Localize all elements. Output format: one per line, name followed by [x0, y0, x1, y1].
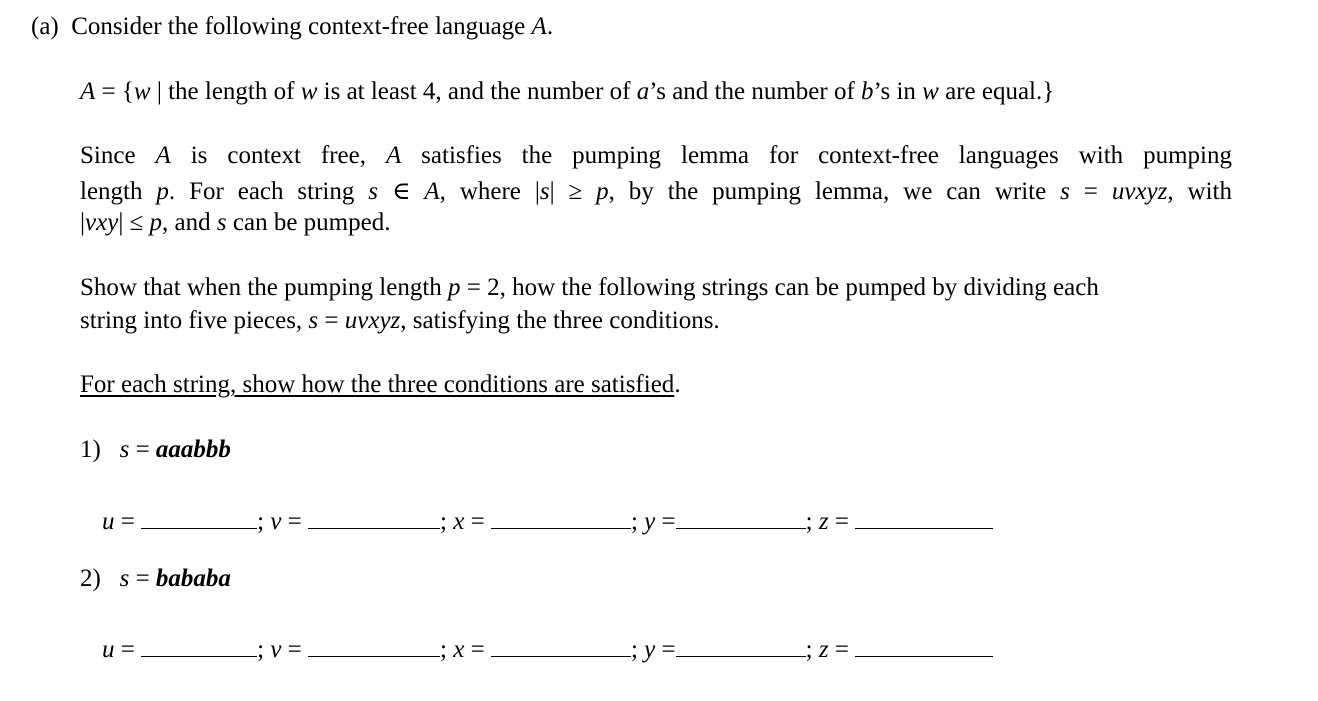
instruction: For each string, show how the three conditions are satisfied.	[80, 371, 681, 398]
s-label: s	[119, 436, 130, 463]
item-string: bababa	[155, 565, 231, 592]
v-answer-blank[interactable]	[308, 634, 440, 657]
x-answer-blank[interactable]	[491, 506, 631, 529]
def-w3: w	[922, 78, 939, 105]
v-answer-blank[interactable]	[308, 506, 440, 529]
item-number: 1)	[80, 436, 101, 463]
def-eq: = {	[95, 78, 134, 105]
y-answer-blank[interactable]	[676, 506, 806, 529]
def-mid4: ’s in	[873, 78, 923, 105]
item-2-answer-row: u = ; v = ; x = ; y = ; z =	[102, 634, 993, 664]
def-w2: w	[300, 78, 318, 105]
item-number: 2)	[80, 565, 101, 592]
def-w: w	[133, 78, 151, 105]
def-tail: are equal.}	[938, 78, 1055, 105]
z-answer-blank[interactable]	[855, 634, 993, 657]
para2-line1: Show that when the pumping length p = 2, how the following strings can be pumped by dividing each	[80, 274, 1099, 301]
u-answer-blank[interactable]	[141, 634, 257, 657]
question-label: (a)	[31, 13, 59, 40]
instruction-text: For each string, show how the three conditions are satisfied	[80, 371, 675, 398]
para1-line3: |vxy| ≤ p, and s can be pumped.	[80, 209, 391, 236]
item-1-header: 1) s = aaabbb	[80, 436, 231, 463]
intro-text: Consider the following context-free language	[71, 13, 526, 40]
z-answer-blank[interactable]	[855, 506, 993, 529]
def-lhs: A	[80, 78, 96, 105]
def-mid1: | the length of	[150, 78, 301, 105]
x-answer-blank[interactable]	[491, 634, 631, 657]
para2-line2: string into five pieces, s = uvxyz, satisfying the three conditions.	[80, 307, 720, 334]
def-mid2: is at least 4, and the number of	[317, 78, 637, 105]
def-a: a	[636, 78, 650, 105]
language-var: A	[531, 13, 547, 40]
y-answer-blank[interactable]	[676, 634, 806, 657]
u-answer-blank[interactable]	[141, 506, 257, 529]
def-b: b	[861, 78, 874, 105]
s-label: s	[119, 565, 130, 592]
para1-line1: Since A is context free, A satisfies the pumping lemma for context-free languages with pumping	[80, 142, 1232, 169]
para1-line2: length p. For each string s ∈ A, where |s| ≥ p, by the pumping lemma, we can write s = uvxyz, with	[80, 178, 1232, 205]
item-2-header: 2) s = bababa	[80, 565, 231, 592]
item-string: aaabbb	[155, 436, 231, 463]
question-heading: (a) Consider the following context-free language A.	[31, 13, 554, 40]
def-mid3: ’s and the number of	[649, 78, 862, 105]
language-definition	[80, 78, 1054, 106]
item-1-answer-row: u = ; v = ; x = ; y = ; z =	[102, 506, 993, 536]
